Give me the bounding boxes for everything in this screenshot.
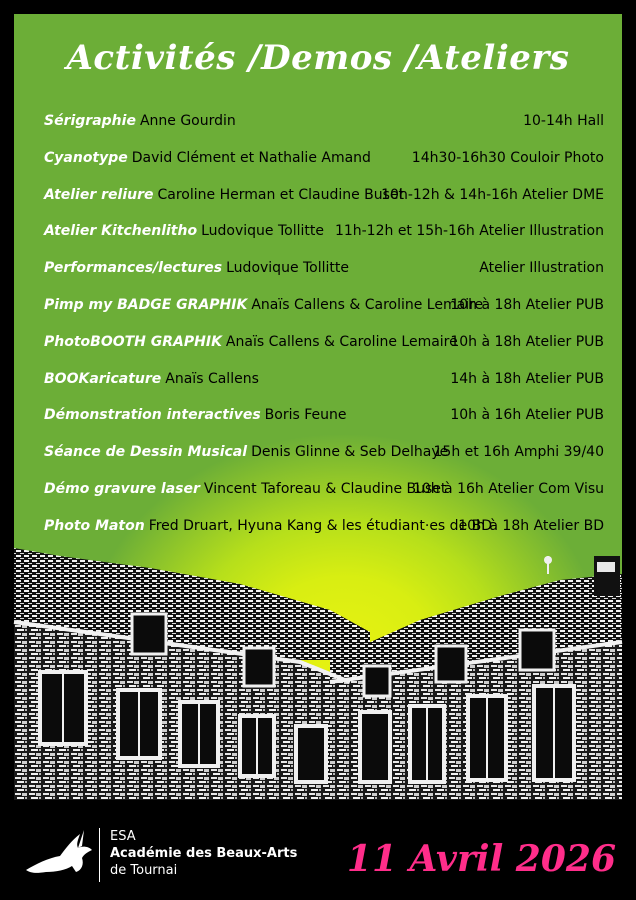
activity-host: Anaïs Callens bbox=[165, 370, 259, 387]
activity-time: 10h-12h & 14h-16h Atelier DME bbox=[381, 186, 604, 203]
activity-time: 14h à 18h Atelier PUB bbox=[450, 370, 604, 387]
footer-divider bbox=[99, 828, 100, 882]
activity-time: 10-14h Hall bbox=[523, 113, 604, 129]
activity-name: Pimp my BADGE GRAPHIK bbox=[44, 296, 248, 313]
activity-time: 10h à 18h Atelier BD bbox=[458, 517, 604, 534]
activity-time: 11h-12h et 15h-16h Atelier Illustration bbox=[334, 223, 604, 240]
activity-time: 10h à 18h Atelier PUB bbox=[450, 333, 604, 350]
activity-time: Atelier Illustration bbox=[479, 260, 604, 277]
activity-host: Denis Glinne & Seb Delhaye bbox=[251, 444, 449, 461]
activity-host: Fred Druart, Hyuna Kang & les étudiant·es de BD bbox=[148, 517, 493, 534]
activity-host: Anne Gourdin bbox=[139, 113, 236, 129]
activity-name: Séance de Dessin Musical bbox=[44, 444, 248, 461]
activity-time: 15h et 16h Amphi 39/40 bbox=[433, 444, 604, 461]
org-short: ESA bbox=[110, 829, 136, 844]
activity-name: Atelier reliure bbox=[44, 186, 154, 203]
org-block bbox=[110, 828, 297, 879]
activity-name: Atelier Kitchenlitho bbox=[44, 223, 198, 240]
org-name: Académie des Beaux-Arts bbox=[110, 846, 298, 861]
activity-time: 10h à 16h Atelier PUB bbox=[450, 407, 604, 424]
poster-title: Activités /Demos /Ateliers bbox=[66, 38, 570, 78]
event-date: 11 Avril 2026 bbox=[346, 838, 616, 880]
leaping-hare-icon bbox=[22, 826, 102, 880]
activity-name: Cyanotype bbox=[44, 149, 128, 166]
activity-name: PhotoBOOTH GRAPHIK bbox=[44, 333, 222, 350]
activity-name: Sérigraphie bbox=[44, 113, 136, 129]
activity-host: Ludovique Tollitte bbox=[201, 223, 324, 240]
activity-host: Anaïs Callens & Caroline Lemaire bbox=[251, 296, 484, 313]
activity-host: Caroline Herman et Claudine Buset bbox=[157, 186, 405, 203]
activity-host: Anaïs Callens & Caroline Lemaire bbox=[225, 333, 458, 350]
activity-time: 14h30-16h30 Couloir Photo bbox=[411, 149, 604, 166]
activity-name: Démonstration interactives bbox=[44, 407, 261, 424]
activity-name: BOOKaricature bbox=[44, 370, 162, 387]
activity-host: Boris Feune bbox=[264, 407, 347, 424]
activity-name: Performances/lectures bbox=[44, 260, 223, 277]
activity-host: Vincent Taforeau & Claudine Buset bbox=[203, 480, 447, 497]
org-city: de Tournai bbox=[110, 863, 178, 878]
activity-name: Photo Maton bbox=[44, 517, 145, 534]
activity-time: 10h à 18h Atelier PUB bbox=[450, 296, 604, 313]
activity-host: Ludovique Tollitte bbox=[226, 260, 350, 277]
activity-host: David Clément et Nathalie Amand bbox=[131, 149, 371, 166]
activity-name: Démo gravure laser bbox=[44, 480, 200, 497]
activity-time: 10h à 16h Atelier Com Visu bbox=[412, 480, 604, 497]
